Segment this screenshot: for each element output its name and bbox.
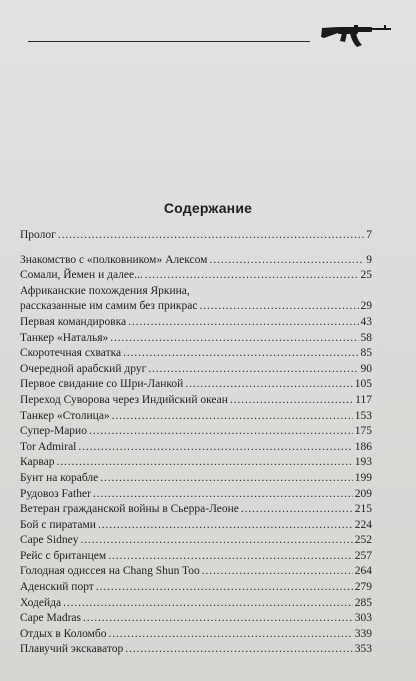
toc-entry-page: 209 <box>354 487 372 500</box>
toc-entry-page: 186 <box>354 440 372 453</box>
toc-entry-title: Карвар <box>20 456 55 469</box>
toc-entry[interactable] <box>20 487 372 503</box>
toc-entry[interactable] <box>20 642 372 658</box>
toc-entry-title: Танкер «Столица» <box>20 409 110 422</box>
toc-entry-title: Сомали, Йемен и далее... <box>20 269 143 282</box>
dot-leader <box>58 228 364 244</box>
toc-entry-title: Танкер «Наталья» <box>20 331 109 344</box>
toc-entry[interactable] <box>20 455 372 471</box>
dot-leader <box>89 424 353 440</box>
toc-entry[interactable] <box>20 564 372 580</box>
dot-leader <box>93 487 353 503</box>
rifle-icon <box>320 20 392 50</box>
toc-entry-title: Первая командировка <box>20 315 127 328</box>
dot-leader <box>108 549 353 565</box>
toc-entry-page: 215 <box>354 503 372 516</box>
dot-leader <box>110 331 358 347</box>
toc-entry[interactable] <box>20 533 372 549</box>
toc-entry[interactable] <box>20 268 372 284</box>
toc-entry[interactable] <box>20 471 372 487</box>
toc-entry[interactable] <box>20 315 372 331</box>
toc-entry-title: Бой с пиратами <box>20 518 96 531</box>
toc-entry-page: 303 <box>354 612 372 625</box>
dot-leader <box>80 533 352 549</box>
toc-entry-title: Tor Admiral <box>20 440 77 453</box>
dot-leader <box>78 440 352 456</box>
toc-entry-title: Аденский порт <box>20 581 94 594</box>
section-gap <box>20 244 372 253</box>
dot-leader <box>123 346 358 362</box>
dot-leader <box>209 253 364 269</box>
toc-entry[interactable] <box>20 502 372 518</box>
toc-entry-title: Очередной арабский друг <box>20 362 147 375</box>
toc-entry-page: 29 <box>360 300 372 313</box>
toc-entry[interactable] <box>20 549 372 565</box>
toc-entry-page: 175 <box>354 425 372 438</box>
toc-entry-page: 252 <box>354 534 372 547</box>
dot-leader <box>112 409 353 425</box>
toc-entry-page: 90 <box>360 362 372 375</box>
toc-entry[interactable] <box>20 299 372 315</box>
toc-entry-title-line1[interactable]: Африканские похождения Яркина, <box>20 284 190 297</box>
toc-entry-title: Плавучий экскаватор <box>20 643 124 656</box>
toc-entry-page: 58 <box>360 331 372 344</box>
toc-entry[interactable] <box>20 253 372 269</box>
table-of-contents <box>20 228 372 658</box>
toc-entry[interactable] <box>20 627 372 643</box>
toc-entry[interactable] <box>20 393 372 409</box>
toc-entry-page: 9 <box>366 253 372 266</box>
toc-entry-title: Cape Sidney <box>20 534 79 547</box>
toc-entry[interactable] <box>20 346 372 362</box>
dot-leader <box>128 315 358 331</box>
toc-entry-title: Отдых в Коломбо <box>20 627 107 640</box>
toc-entry-page: 7 <box>366 229 372 241</box>
toc-entry[interactable] <box>20 424 372 440</box>
dot-leader <box>98 518 353 534</box>
toc-entry-title: Бунт на корабле <box>20 471 99 484</box>
toc-entry[interactable] <box>20 331 372 347</box>
dot-leader <box>125 642 353 658</box>
toc-entry-title: Первое свидание со Шри-Ланкой <box>20 378 184 391</box>
toc-entry-title: Рейс с британцем <box>20 549 107 562</box>
toc-entry[interactable] <box>20 377 372 393</box>
toc-entry[interactable] <box>20 580 372 596</box>
toc-entry-page: 264 <box>354 565 372 578</box>
toc-entry[interactable] <box>20 596 372 612</box>
toc-entry-title: Cape Madras <box>20 612 81 625</box>
toc-entry-page: 285 <box>354 596 372 609</box>
toc-entry-page: 339 <box>354 627 372 640</box>
header-rule <box>28 41 310 42</box>
dot-leader <box>96 580 353 596</box>
toc-entry-title: Переход Суворова через Индийский океан <box>20 393 228 406</box>
dot-leader <box>202 564 353 580</box>
toc-entry-title: Ходейда <box>20 596 62 609</box>
dot-leader <box>199 299 358 315</box>
toc-entry[interactable] <box>20 228 372 244</box>
toc-title: Содержание <box>163 200 253 216</box>
toc-entry-title: Рудовоз Father <box>20 487 91 500</box>
toc-entry[interactable] <box>20 362 372 378</box>
dot-leader <box>100 471 352 487</box>
toc-entry-page: 257 <box>354 549 372 562</box>
toc-entry-title: Пролог <box>20 229 56 241</box>
toc-entry-page: 85 <box>360 347 372 360</box>
dot-leader <box>109 627 353 643</box>
toc-entry-page: 193 <box>354 456 372 469</box>
toc-entry-page: 224 <box>354 518 372 531</box>
toc-entry-title: Супер-Марио <box>20 425 87 438</box>
toc-entry-page: 153 <box>354 409 372 422</box>
dot-leader <box>230 393 353 409</box>
toc-entry-page: 353 <box>354 643 372 656</box>
toc-entry-title: Скоротечная схватка <box>20 347 122 360</box>
toc-entry-title: рассказанные им самим без прикрас <box>20 300 198 313</box>
dot-leader <box>241 502 353 518</box>
toc-entry-title: Знакомство с «полковником» Алексом <box>20 253 208 266</box>
toc-entry-page: 117 <box>355 393 372 406</box>
dot-leader <box>185 377 352 393</box>
dot-leader <box>145 268 359 284</box>
toc-entry-title: Ветеран гражданской войны в Сьерра-Леоне <box>20 503 239 516</box>
toc-entry-title: Голодная одиссея на Chang Shun Too <box>20 565 200 578</box>
toc-entry[interactable] <box>20 440 372 456</box>
dot-leader <box>83 611 353 627</box>
dot-leader <box>148 362 358 378</box>
toc-entry-page: 279 <box>354 581 372 594</box>
toc-entry[interactable] <box>20 409 372 425</box>
dot-leader <box>63 596 353 612</box>
toc-entry-page: 43 <box>360 315 372 328</box>
toc-entry-page: 105 <box>354 378 372 391</box>
toc-entry-page: 25 <box>360 269 372 282</box>
toc-entry[interactable] <box>20 611 372 627</box>
toc-entry[interactable] <box>20 518 372 534</box>
dot-leader <box>57 455 353 471</box>
toc-entry-page: 199 <box>354 471 372 484</box>
